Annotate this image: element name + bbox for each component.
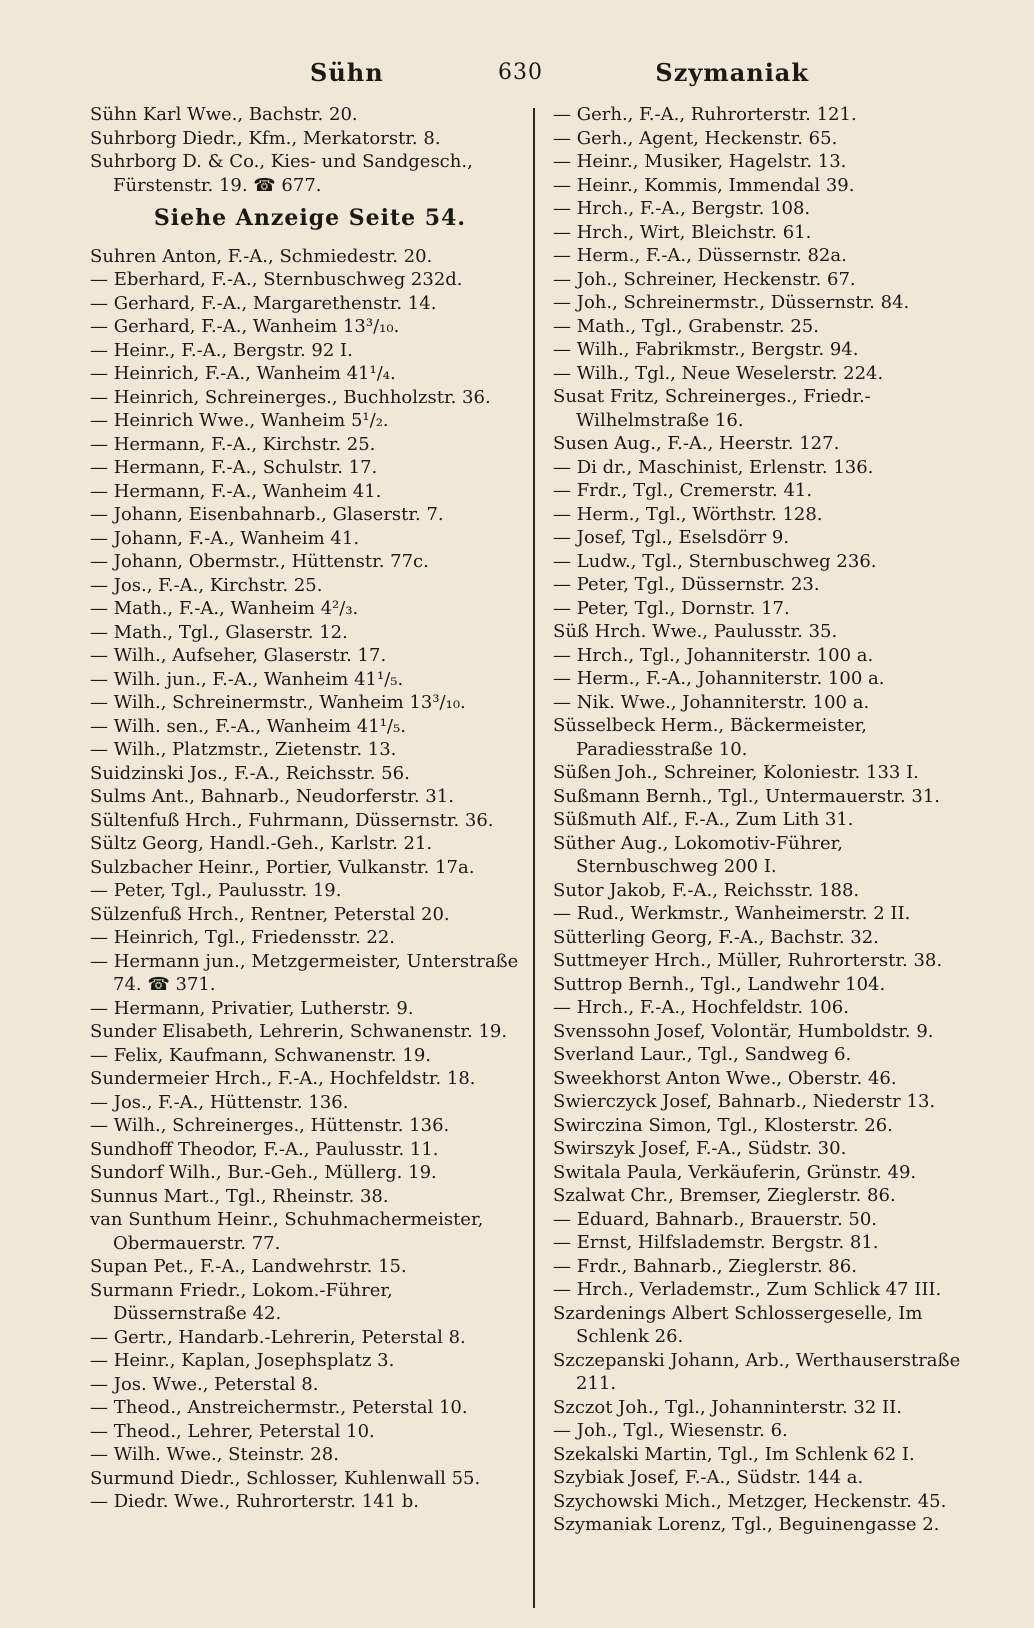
directory-entry: — Frdr., Bahnarb., Zieglerstr. 86. [553,1255,857,1277]
directory-entry: — Hermann, F.-A., Kirchstr. 25. [90,433,376,455]
directory-entry: — Gerhard, F.-A., Wanheim 13³/₁₀. [90,316,400,337]
directory-entry: — Wilh., Aufseher, Glaserstr. 17. [90,645,387,666]
directory-entry: Swierczyck Josef, Bahnarb., Niederstr 13. [553,1091,936,1112]
directory-entry: — Eduard, Bahnarb., Brauerstr. 50. [553,1208,878,1230]
directory-entry: Sütterling Georg, F.-A., Bachstr. 32. [553,926,879,948]
directory-entry: Suidzinski Jos., F.-A., Reichsstr. 56. [90,762,410,784]
directory-entry: — Peter, Tgl., Paulusstr. 19. [90,880,342,901]
directory-entry: — Gerh., F.-A., Ruhrorterstr. 121. [553,104,857,125]
directory-entry: Swirczina Simon, Tgl., Klosterstr. 26. [553,1114,893,1136]
directory-entry: — Gerh., Agent, Heckenstr. 65. [553,127,838,149]
directory-entry: — Heinr., Kaplan, Josephsplatz 3. [90,1350,395,1371]
directory-entry: — Joh., Schreiner, Heckenstr. 67. [553,268,856,290]
directory-entry: van Sunthum Heinr., Schuhmachermeister, Obermauerstr. 77. [90,1209,484,1254]
directory-entry: Sutor Jakob, F.-A., Reichsstr. 188. [553,879,860,901]
directory-entry: — Heinrich, F.-A., Wanheim 41¹/₄. [90,363,396,384]
directory-entry: Sültz Georg, Handl.-Geh., Karlstr. 21. [90,833,433,854]
directory-entry: Sundermeier Hrch., F.-A., Hochfeldstr. 18. [90,1068,476,1089]
directory-entry: — Wilh., Fabrikmstr., Bergstr. 94. [553,339,859,360]
directory-entry: — Herm., F.-A., Johanniterstr. 100 a. [553,668,885,689]
directory-entry: — Gertr., Handarb.-Lehrerin, Peterstal 8. [90,1326,466,1348]
directory-entry: Süther Aug., Lokomotiv-Führer, Sternbuschweg 200 I. [553,832,843,877]
directory-entry: — Heinr., F.-A., Bergstr. 92 I. [90,339,353,361]
directory-entry: — Hermann, F.-A., Wanheim 41. [90,480,382,502]
directory-entry: Sverland Laur., Tgl., Sandweg 6. [553,1044,852,1065]
directory-entry: Supan Pet., F.-A., Landwehrstr. 15. [90,1256,407,1277]
directory-entry: — Wilh., Schreinerges., Hüttenstr. 136. [90,1115,450,1136]
directory-entry: Szymaniak Lorenz, Tgl., Beguinengasse 2. [553,1514,940,1535]
header-first-name: Sühn [310,58,384,87]
directory-entry: Szczot Joh., Tgl., Johanninterstr. 32 II. [553,1396,902,1418]
directory-entry: — Felix, Kaufmann, Schwanenstr. 19. [90,1044,431,1066]
directory-entry: — Wilh. jun., F.-A., Wanheim 41¹/₅. [90,668,404,690]
directory-entry: Szybiak Josef, F.-A., Südstr. 144 a. [553,1467,864,1488]
directory-entry: — Ernst, Hilfslademstr. Bergstr. 81. [553,1232,879,1253]
directory-entry: Swirszyk Josef, F.-A., Südstr. 30. [553,1138,847,1159]
directory-entry: — Hrch., Wirt, Bleichstr. 61. [553,221,812,243]
directory-entry: Süsselbeck Herm., Bäckermeister, Paradiesstraße 10. [553,715,868,760]
directory-entry: Sundhoff Theodor, F.-A., Paulusstr. 11. [90,1138,439,1160]
directory-entry: — Theod., Anstreichermstr., Peterstal 10. [90,1397,468,1418]
directory-entry: Suhren Anton, F.-A., Schmiedestr. 20. [90,245,433,267]
directory-entry: — Heinrich Wwe., Wanheim 5¹/₂. [90,410,389,431]
directory-entry: Szekalski Martin, Tgl., Im Schlenk 62 I. [553,1443,915,1465]
directory-entry: — Math., Tgl., Glaserstr. 12. [90,621,348,643]
right-column [553,103,983,1537]
directory-entry: Süßmuth Alf., F.-A., Zum Lith 31. [553,809,854,830]
directory-entry: Sültenfuß Hrch., Fuhrmann, Düssernstr. 36. [90,809,494,831]
directory-entry: Sunnus Mart., Tgl., Rheinstr. 38. [90,1185,389,1207]
directory-entry: — Eberhard, F.-A., Sternbuschweg 232d. [90,269,463,290]
directory-entry: — Peter, Tgl., Düssernstr. 23. [553,574,820,595]
directory-entry: — Di dr., Maschinist, Erlenstr. 136. [553,456,874,478]
directory-entry: — Theod., Lehrer, Peterstal 10. [90,1420,375,1442]
directory-entry: Süßen Joh., Schreiner, Koloniestr. 133 I. [553,762,919,783]
column-divider [533,108,535,1608]
directory-entry: — Jos. Wwe., Peterstal 8. [90,1373,319,1395]
directory-entry: Sunder Elisabeth, Lehrerin, Schwanenstr. 19. [90,1021,508,1042]
directory-entry: — Heinrich, Tgl., Friedensstr. 22. [90,927,396,948]
directory-entry: — Hrch., F.-A., Bergstr. 108. [553,198,811,219]
directory-entry: — Wilh. Wwe., Steinstr. 28. [90,1444,339,1465]
directory-entry: Susat Fritz, Schreinerges., Friedr.-Wilhelmstraße 16. [553,386,871,431]
directory-entry: — Heinr., Kommis, Immendal 39. [553,174,855,196]
directory-entry: Sülzenfuß Hrch., Rentner, Peterstal 20. [90,903,450,925]
directory-entry: — Hermann, Privatier, Lutherstr. 9. [90,997,414,1019]
directory-entry: — Johann, Eisenbahnarb., Glaserstr. 7. [90,504,444,525]
directory-entry: — Hrch., F.-A., Hochfeldstr. 106. [553,997,849,1018]
directory-entry: — Frdr., Tgl., Cremerstr. 41. [553,480,813,501]
directory-entry: — Hermann, F.-A., Schulstr. 17. [90,457,378,478]
directory-entry: — Josef, Tgl., Eselsdörr 9. [553,527,790,548]
directory-entry: Suttrop Bernh., Tgl., Landwehr 104. [553,973,886,995]
directory-entry: — Jos., F.-A., Kirchstr. 25. [90,574,323,596]
directory-entry: Süß Hrch. Wwe., Paulusstr. 35. [553,621,838,642]
page-number: 630 [498,60,543,85]
directory-entry: — Joh., Tgl., Wiesenstr. 6. [553,1420,788,1441]
directory-entry: Surmund Diedr., Schlosser, Kuhlenwall 55. [90,1467,481,1489]
directory-entry: — Jos., F.-A., Hüttenstr. 136. [90,1091,349,1113]
directory-entry: — Math., F.-A., Wanheim 4²/₃. [90,598,359,619]
directory-entry: Suttmeyer Hrch., Müller, Ruhrorterstr. 38. [553,950,943,971]
directory-entry: — Nik. Wwe., Johanniterstr. 100 a. [553,691,870,713]
directory-entry: — Heinrich, Schreinerges., Buchholzstr. 36. [90,386,491,408]
directory-entry: — Hrch., Tgl., Johanniterstr. 100 a. [553,644,874,666]
directory-entry: — Gerhard, F.-A., Margarethenstr. 14. [90,292,437,314]
directory-entry: Sühn Karl Wwe., Bachstr. 20. [90,104,358,125]
directory-entry: Szalwat Chr., Bremser, Zieglerstr. 86. [553,1185,896,1206]
directory-entry: — Wilh., Schreinermstr., Wanheim 13³/₁₀. [90,692,466,713]
directory-entry: — Herm., F.-A., Düssernstr. 82a. [553,245,847,266]
directory-entry: — Diedr. Wwe., Ruhrorterstr. 141 b. [90,1491,420,1512]
directory-entry: Surmann Friedr., Lokom.-Führer, Düssernstraße 42. [90,1279,393,1324]
directory-entry: — Herm., Tgl., Wörthstr. 128. [553,503,823,525]
directory-entry: Szczepanski Johann, Arb., Werthauserstraße 211. [553,1349,961,1394]
directory-entry: — Rud., Werkmstr., Wanheimerstr. 2 II. [553,903,911,924]
directory-entry: — Hrch., Verlademstr., Zum Schlick 47 III. [553,1279,942,1300]
directory-entry: Suhrborg Diedr., Kfm., Merkatorstr. 8. [90,127,441,149]
directory-entry: Szardenings Albert Schlossergeselle, Im Schlenk 26. [553,1302,923,1347]
directory-entry: Svenssohn Josef, Volontär, Humboldstr. 9. [553,1020,934,1042]
directory-entry: — Johann, F.-A., Wanheim 41. [90,527,360,549]
directory-entry: — Peter, Tgl., Dornstr. 17. [553,597,790,619]
directory-entry: Szychowski Mich., Metzger, Heckenstr. 45. [553,1490,947,1512]
directory-entry: — Hermann jun., Metzgermeister, Unterstraße 74. ☎ 371. [90,950,519,995]
directory-entry: Susen Aug., F.-A., Heerstr. 127. [553,433,840,454]
directory-entry: — Heinr., Musiker, Hagelstr. 13. [553,151,847,172]
directory-entry: Sundorf Wilh., Bur.-Geh., Müllerg. 19. [90,1162,437,1183]
directory-entry: Sußmann Bernh., Tgl., Untermauerstr. 31. [553,785,941,807]
directory-entry: — Wilh., Platzmstr., Zietenstr. 13. [90,739,397,760]
directory-entry: — Johann, Obermstr., Hüttenstr. 77c. [90,551,429,572]
directory-entry: — Math., Tgl., Grabenstr. 25. [553,315,819,337]
directory-entry: — Wilh. sen., F.-A., Wanheim 41¹/₅. [90,715,406,737]
page-header [0,58,1034,98]
directory-entry: Sulzbacher Heinr., Portier, Vulkanstr. 17a. [90,856,475,878]
directory-entry: — Joh., Schreinermstr., Düssernstr. 84. [553,292,910,313]
left-column [90,103,530,1514]
directory-entry: — Ludw., Tgl., Sternbuschweg 236. [553,550,877,572]
directory-entry: Sulms Ant., Bahnarb., Neudorferstr. 31. [90,786,454,807]
directory-entry: Suhrborg D. & Co., Kies- und Sandgesch., Fürstenstr. 19. ☎ 677. [90,151,473,196]
directory-entry: Switala Paula, Verkäuferin, Grünstr. 49. [553,1161,917,1183]
directory-entry: — Wilh., Tgl., Neue Weselerstr. 224. [553,362,884,384]
header-last-name: Szymaniak [655,58,809,87]
advertisement-reference: Siehe Anzeige Seite 54. [153,205,467,231]
directory-entry: Sweekhorst Anton Wwe., Oberstr. 46. [553,1067,897,1089]
